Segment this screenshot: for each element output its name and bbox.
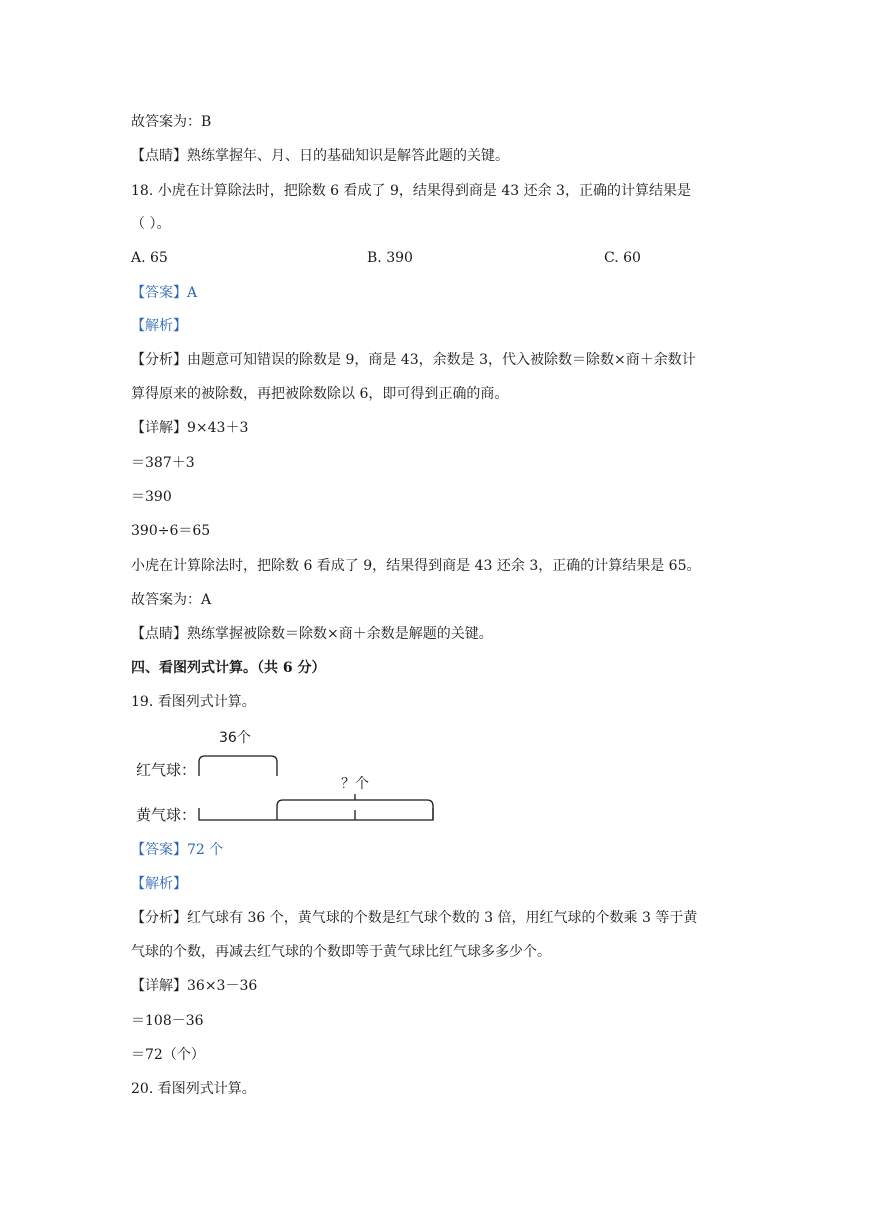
balloon-diagram <box>131 722 451 832</box>
calc-19-step-1: ＝108－36 <box>131 1013 204 1029</box>
question-count-label: ？个 <box>341 776 369 792</box>
section-heading: 四、看图列式计算。（共 6 分） <box>131 660 326 676</box>
calc-step-3: 390÷6＝65 <box>131 523 211 539</box>
question-20-text: 20. 看图列式计算。 <box>131 1081 256 1097</box>
detail-18: 【详解】9×43＋3 <box>131 420 249 436</box>
conclusion-18: 小虎在计算除法时，把除数 6 看成了 9，结果得到商是 43 还余 3，正确的计算结果是 65。 <box>131 558 701 574</box>
detail-19: 【详解】36×3－36 <box>131 978 258 994</box>
option-a: A. 65 <box>131 250 168 266</box>
analysis-18-line-2: 算得原来的被除数，再把被除数除以 6，即可得到正确的商。 <box>131 386 509 402</box>
answer-line: 故答案为：B <box>131 114 212 130</box>
answer-19: 【答案】72 个 <box>131 842 224 858</box>
option-b: B. 390 <box>367 250 413 266</box>
analysis-18-line-1: 【分析】由题意可知错误的除数是 9，商是 43，余数是 3，代入被除数＝除数×商＋余数计 <box>131 352 696 368</box>
analysis-19-heading: 【解析】 <box>131 876 187 892</box>
option-c: C. 60 <box>604 250 641 266</box>
calc-19-step-2: ＝72（个） <box>131 1047 205 1063</box>
red-count-label: 36个 <box>219 730 251 746</box>
yellow-bar <box>199 808 433 820</box>
answer-line-18: 故答案为：A <box>131 592 212 608</box>
calc-step-2: ＝390 <box>131 489 172 505</box>
yellow-label: 黄气球： <box>136 806 197 824</box>
question-18-text: 18. 小虎在计算除法时，把除数 6 看成了 9，结果得到商是 43 还余 3，正确的计算结果是 <box>131 183 691 199</box>
tip-line: 【点睛】熟练掌握年、月、日的基础知识是解答此题的关键。 <box>131 148 509 164</box>
question-19-text: 19. 看图列式计算。 <box>131 694 256 710</box>
analysis-19-line-2: 气球的个数，再减去红气球的个数即等于黄气球比红气球多多少个。 <box>131 944 551 960</box>
analysis-19-line-1: 【分析】红气球有 36 个，黄气球的个数是红气球个数的 3 倍，用红气球的个数乘 3 等于黄 <box>131 910 698 926</box>
tip-18: 【点睛】熟练掌握被除数＝除数×商＋余数是解题的关键。 <box>131 626 493 642</box>
analysis-18-heading: 【解析】 <box>131 318 187 334</box>
red-brace <box>199 756 277 776</box>
question-18-blank: （ ）。 <box>131 216 171 232</box>
calc-step-1: ＝387＋3 <box>131 455 195 471</box>
answer-18: 【答案】A <box>131 285 198 301</box>
red-label: 红气球： <box>136 761 197 779</box>
